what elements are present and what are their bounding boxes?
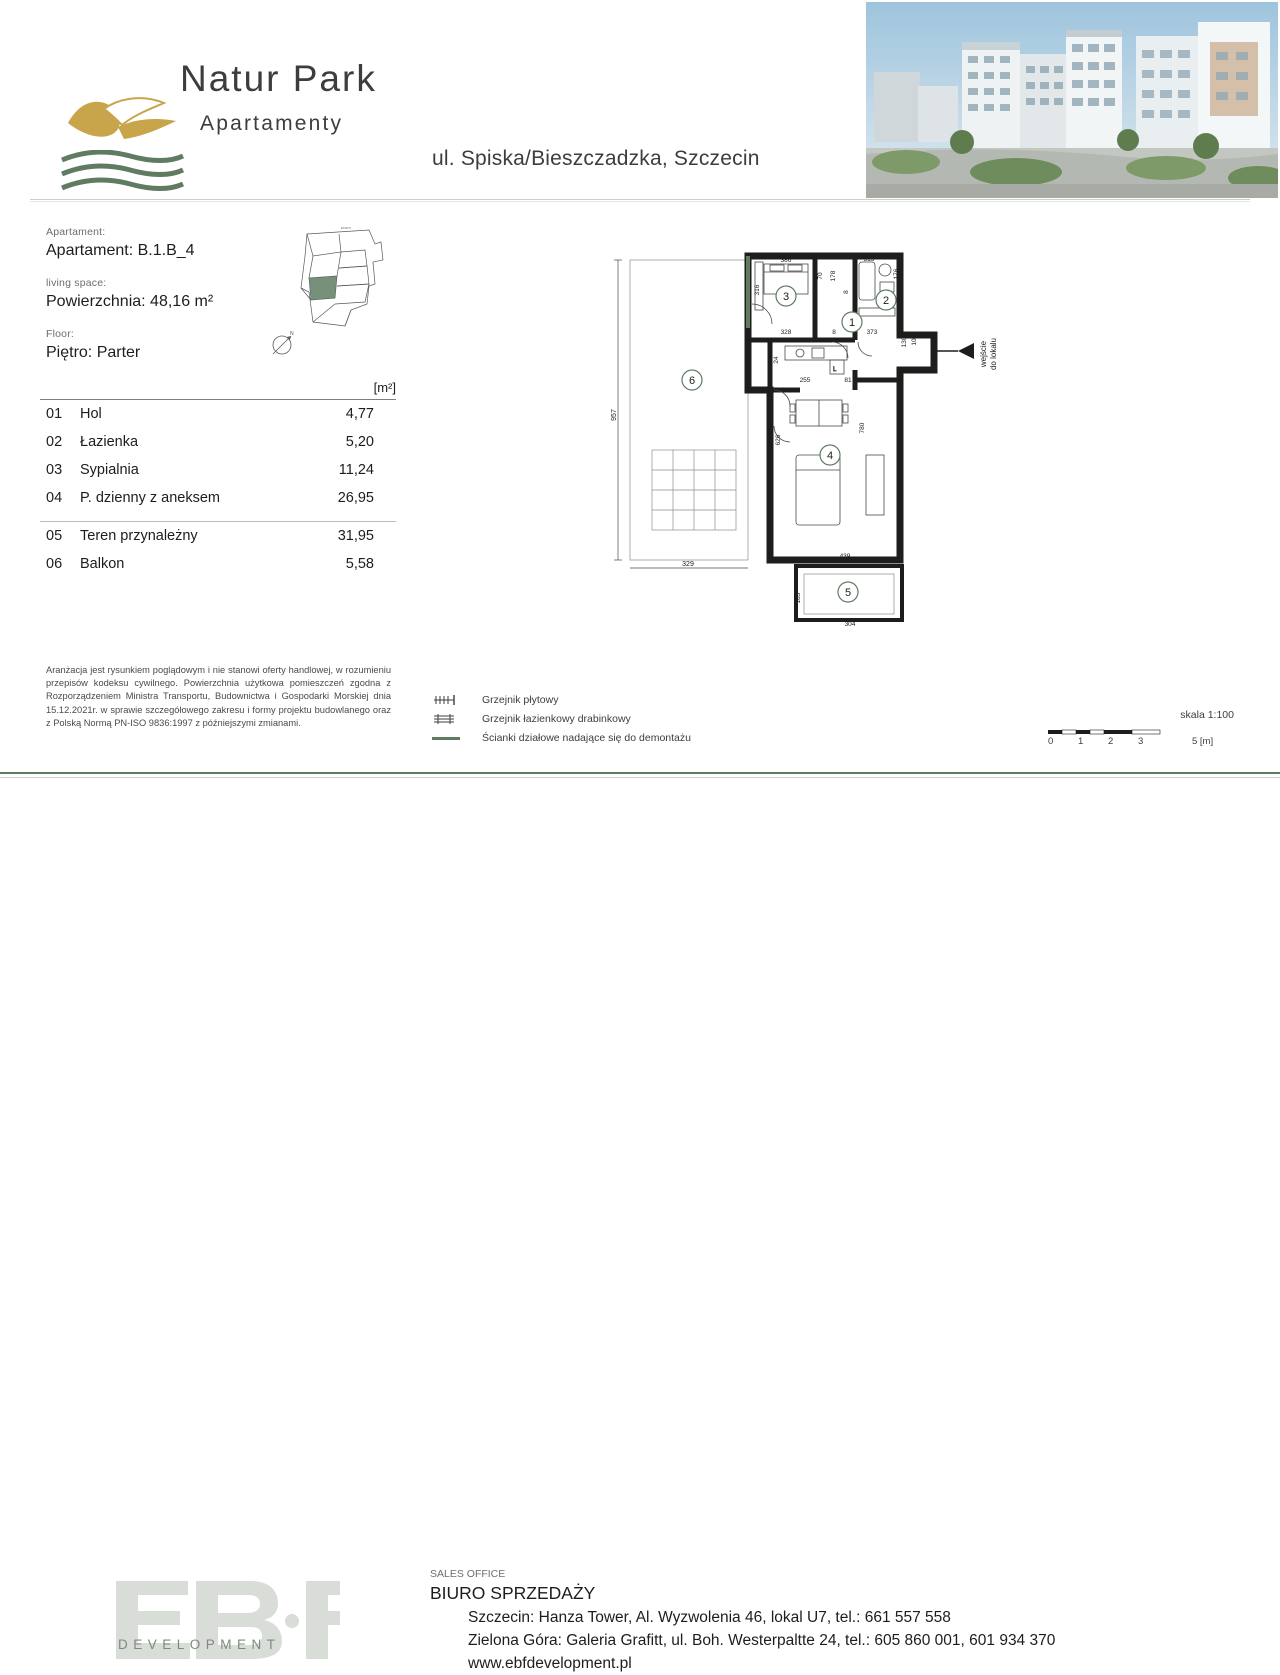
waves-icon bbox=[60, 150, 185, 202]
dim-70: 70 bbox=[817, 272, 824, 280]
scale-graphic bbox=[1048, 728, 1238, 736]
room-badge-1: 1 bbox=[848, 317, 856, 329]
dim-176: 176 bbox=[893, 268, 900, 280]
svg-text:329: 329 bbox=[682, 561, 694, 568]
table-unit-header: [m²] bbox=[373, 380, 396, 395]
page-footer bbox=[0, 780, 1280, 1672]
dim-255: 255 bbox=[799, 377, 811, 384]
dim-626: 626 bbox=[775, 434, 782, 446]
rooms-table bbox=[40, 380, 396, 578]
row-number: 06 bbox=[46, 555, 63, 572]
row-value: 5,58 bbox=[345, 555, 374, 572]
dim-439: 439 bbox=[839, 553, 851, 560]
legend-label: Grzejnik łazienkowy drabinkowy bbox=[482, 712, 631, 725]
row-name: Balkon bbox=[80, 555, 125, 572]
header-divider bbox=[30, 199, 1250, 200]
contact-line-szczecin: Szczecin: Hanza Tower, Al. Wyzwolenia 46, lokal U7, tel.: 661 557 558 bbox=[468, 1609, 951, 1626]
row-value: 26,95 bbox=[337, 490, 374, 506]
footer-divider bbox=[0, 772, 1280, 774]
svg-text:183: 183 bbox=[795, 592, 802, 604]
row-value: 4,77 bbox=[345, 406, 374, 422]
kitchen-furniture bbox=[785, 346, 847, 374]
row-name: Teren przynależny bbox=[80, 521, 300, 550]
legal-disclaimer: Aranżacja jest rysunkiem poglądowym i nie stanowi oferty handlowej, w rozumieniu przepisów kodeksu cywilnego. Powierzchnia użytkowa pomieszczeń zgodna z Rozporządzeniem Ministra Transportu, Budownictwa i Gospodarki Morskiej dnia 15.12.2021r. w sprawie szczegółowego zakresu i formy projektu budowlanego oraz z Polską Normą PN-ISO 9836:1997 z późniejszymi zmianami. bbox=[46, 665, 391, 728]
dim-24: 24 bbox=[773, 356, 780, 364]
dim-316: 316 bbox=[754, 284, 761, 296]
table-row bbox=[40, 521, 396, 550]
area-label-en: living space: bbox=[46, 277, 107, 289]
header-divider-secondary bbox=[30, 201, 1250, 202]
room-badge-6: 6 bbox=[688, 375, 696, 387]
seagull-icon bbox=[60, 93, 185, 153]
dim-313: 313 bbox=[863, 256, 875, 263]
dim-178: 178 bbox=[830, 270, 837, 282]
website-link[interactable]: www.ebfdevelopment.pl bbox=[468, 1655, 632, 1672]
table-row bbox=[40, 428, 396, 456]
svg-text:957: 957 bbox=[611, 409, 618, 421]
entrance-marker bbox=[936, 338, 998, 370]
floor-plan bbox=[600, 230, 1060, 650]
svg-text:ETAP II: ETAP II bbox=[341, 226, 352, 230]
contact-line-zielona-gora: Zielona Góra: Galeria Grafitt, ul. Boh. Westerpaltte 24, tel.: 605 860 001, 601 934 370 bbox=[468, 1632, 1056, 1649]
scale-tick: 3 bbox=[1138, 736, 1144, 747]
row-value: 11,24 bbox=[338, 462, 374, 478]
table-row bbox=[40, 400, 396, 429]
row-name: Sypialnia bbox=[80, 462, 139, 478]
dim-373: 373 bbox=[866, 329, 878, 336]
sales-office-contacts bbox=[468, 1606, 1055, 1675]
building-key-plan bbox=[295, 226, 400, 336]
logo-mark bbox=[30, 45, 155, 155]
legend-item bbox=[430, 690, 760, 709]
legend-label: Ścianki działowe nadające się do demontażu bbox=[482, 731, 691, 744]
dim-81: 81 bbox=[844, 377, 852, 384]
ebf-logo-sub: DEVELOPMENT bbox=[118, 1637, 281, 1652]
demountable-wall-icon bbox=[430, 731, 474, 745]
dim-10: 10 bbox=[911, 338, 918, 346]
scale-tick: 0 bbox=[1048, 736, 1054, 747]
row-number: 01 bbox=[46, 406, 63, 422]
dim-130: 130 bbox=[901, 336, 908, 348]
dim-8a: 8 bbox=[843, 290, 850, 294]
terrace-area bbox=[611, 260, 748, 568]
radiator-panel-icon bbox=[430, 693, 474, 707]
table-row bbox=[40, 484, 396, 512]
apartment-label-en: Apartament: bbox=[46, 226, 106, 238]
floor-label-en: Floor: bbox=[46, 328, 75, 340]
dim-103: 103 bbox=[872, 377, 884, 384]
scale-tick: 2 bbox=[1108, 736, 1114, 747]
legend bbox=[430, 690, 760, 747]
page-header bbox=[0, 0, 1280, 200]
apartment-walls bbox=[748, 256, 934, 560]
row-number: 03 bbox=[46, 462, 63, 478]
dim-780: 780 bbox=[859, 422, 866, 434]
row-name: Łazienka bbox=[80, 434, 139, 450]
legend-label: Grzejnik płytowy bbox=[482, 693, 559, 706]
area-value: Powierzchnia: 48,16 m² bbox=[46, 293, 214, 310]
sales-office-title: BIURO SPRZEDAŻY bbox=[430, 1583, 596, 1603]
row-number: 02 bbox=[46, 434, 63, 450]
table-row bbox=[40, 550, 396, 578]
dim-8b: 8 bbox=[832, 329, 836, 336]
legend-item bbox=[430, 709, 760, 728]
sales-office-label-en: SALES OFFICE bbox=[430, 1568, 506, 1580]
svg-text:N: N bbox=[290, 331, 294, 337]
row-name: Hol bbox=[80, 406, 102, 422]
dim-386: 386 bbox=[780, 257, 792, 264]
svg-text:304: 304 bbox=[844, 621, 856, 628]
table-row bbox=[40, 456, 396, 484]
brand-title: Natur Park bbox=[180, 58, 377, 99]
apartment-value: Apartament: B.1.B_4 bbox=[46, 242, 195, 259]
row-name: P. dzienny z aneksem bbox=[80, 490, 220, 506]
svg-text:L: L bbox=[833, 367, 837, 373]
footer-divider-secondary bbox=[0, 777, 1280, 778]
floor-value: Piętro: Parter bbox=[46, 344, 141, 361]
scale-tick: 5 [m] bbox=[1192, 736, 1214, 747]
building-render-image bbox=[866, 2, 1278, 198]
ebf-development-logo bbox=[110, 1575, 340, 1670]
entrance-label-line1: wejście bbox=[979, 340, 988, 368]
project-address: ul. Spiska/Bieszczadzka, Szczecin bbox=[432, 147, 760, 170]
row-number: 04 bbox=[46, 490, 63, 506]
row-value: 5,20 bbox=[345, 434, 374, 450]
legend-item bbox=[430, 728, 760, 747]
dim-328: 328 bbox=[780, 329, 792, 336]
row-number: 05 bbox=[40, 521, 80, 550]
room-badge-2: 2 bbox=[882, 295, 890, 307]
scale-tick: 1 bbox=[1078, 736, 1084, 747]
radiator-ladder-icon bbox=[430, 712, 474, 726]
scale-label: skala 1:100 bbox=[1180, 709, 1234, 721]
room-badge-4: 4 bbox=[826, 450, 834, 462]
brand-subtitle: Apartamenty bbox=[200, 112, 344, 135]
compass-icon bbox=[268, 330, 296, 358]
entrance-label-line2: do lokalu bbox=[989, 337, 998, 371]
room-badge-5: 5 bbox=[844, 587, 852, 599]
room-badge-3: 3 bbox=[782, 291, 790, 303]
row-value: 31,95 bbox=[300, 521, 396, 550]
